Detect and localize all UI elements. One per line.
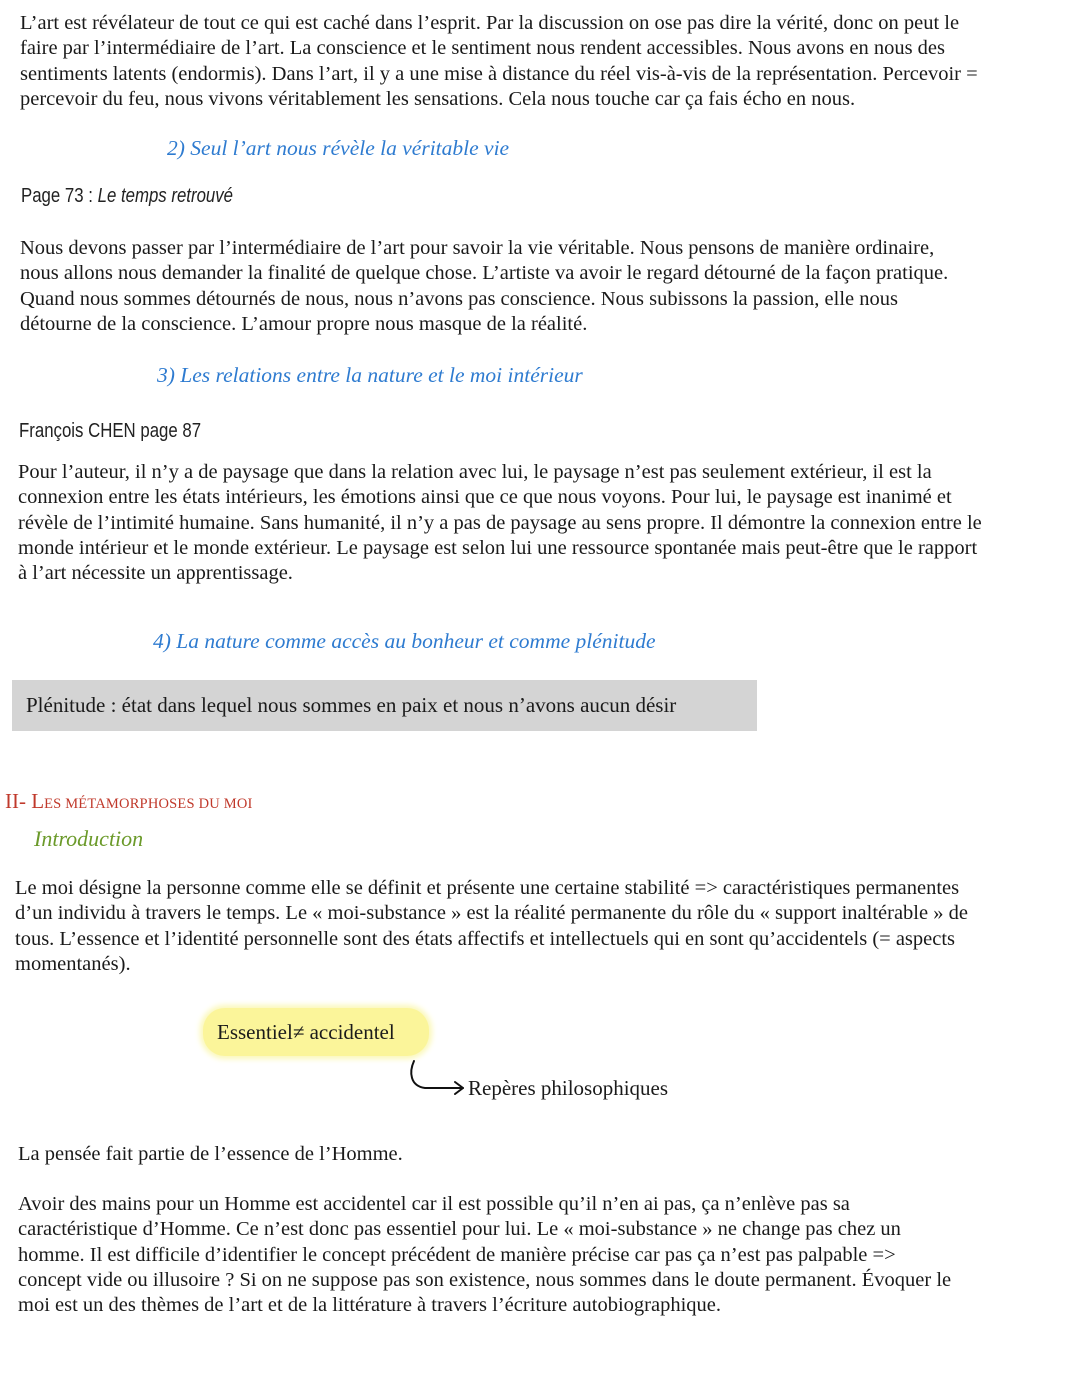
highlight-right-term: accidentel — [309, 1020, 395, 1044]
reperes-philosophiques-label: Repères philosophiques — [468, 1076, 669, 1100]
heading-nature-bonheur: 4) La nature comme accès au bonheur et comme plénitude — [153, 629, 656, 653]
source-reference-chen: François CHEN page 87 — [19, 420, 202, 442]
highlight-essentiel-accidentel — [203, 1008, 429, 1056]
highlight-left-term: Essentiel — [217, 1020, 293, 1044]
definition-box — [12, 680, 757, 731]
source-page-label: Page 73 : — [21, 185, 98, 207]
not-equal-symbol: ≠ — [292, 1020, 305, 1044]
paragraph-pensee-essence: La pensée fait partie de l’essence de l’Homme. — [18, 1143, 403, 1165]
highlight-text — [217, 1020, 395, 1045]
heading-seul-art-revele-vie: 2) Seul l’art nous révèle la véritable vie — [167, 136, 510, 160]
section-number: II- — [5, 789, 32, 813]
paragraph-paysage: Pour l’auteur, il n’y a de paysage que dans la relation avec lui, le paysage n’est pas seulement extérieur, il est la connexion entre les états intérieurs, les émotions ainsi que ce que nous voyons. Pour lui, le paysage est inanimé et révèle de l’intimité humaine. Sans humanité, il n’y a pas de paysage au sens propre. Il démontre la connexion entre le monde intérieur et le monde extérieur. Le paysage est selon lui une ressource spontanée mais peut-être que le rapport à l’art nécessite un apprentissage. — [18, 461, 982, 585]
source-reference-temps-retrouve — [21, 185, 233, 208]
source-book-title: Le temps retrouvé — [97, 185, 234, 207]
introduction-title: Introduction — [34, 826, 144, 851]
paragraph-vie-veritable: Nous devons passer par l’intermédiaire de l’art pour savoir la vie véritable. Nous pensons de manière ordinaire, nous allons nous demander la finalité de quelque chose. L’artiste va avoir le regard détourné de la façon pratique. Quand nous sommes détournés de nous, nous n’avons pas conscience. Nous subissons la passion, elle nous détourne de la conscience. L’amour propre nous masque de la réalité. — [20, 237, 949, 335]
heading-nature-moi-interieur: 3) Les relations entre la nature et le moi intérieur — [157, 363, 583, 387]
section-title-rest: ES MÉTAMORPHOSES DU MOI — [44, 796, 253, 812]
paragraph-art-revelateur: L’art est révélateur de tout ce qui est caché dans l’esprit. Par la discussion on ose pas dire la vérité, donc on peut le faire par l’intermédiaire de l’art. La conscience et le sentiment nous rendent accessibles. Nous avons en nous des sentiments latents (endormis). Dans l’art, il y a une mise à distance du réel vis-à-vis de la représentation. Percevoir = percevoir du feu, nous vivons véritablement les sensations. Cela nous touche car ça fais écho en nous. — [20, 12, 978, 110]
paragraph-moi-definition: Le moi désigne la personne comme elle se définit et présente une certaine stabilité => caractéristiques permanentes d’un individu à travers le temps. Le « moi-substance » est la réalité permanente du rôle du « support inaltérable » de tous. L’essence et l’identité personnelle sont des états affectifs et intellectuels qui en sont qu’accidentels (= aspects momentanés). — [15, 877, 968, 975]
section-title-metamorphoses — [5, 789, 253, 814]
paragraph-mains-accidentel: Avoir des mains pour un Homme est accidentel car il est possible qu’il n’en ai pas, ça n’enlève pas sa caractéristique d’Homme. Ce n’est donc pas essentiel pour lui. Le « moi-substance » ne change pas chez un homme. Il est difficile d’identifier le concept précédent de manière précise car pas ça n’est pas palpable => concept vide ou illusoire ? Si on ne suppose pas son existence, nous sommes dans le doute permanent. Évoquer le moi est un des thèmes de l’art et de la littérature à travers l’écriture autobiographique. — [18, 1193, 952, 1317]
section-initial: L — [31, 789, 45, 813]
curved-arrow-icon — [405, 1058, 467, 1098]
definition-plenitude: Plénitude : état dans lequel nous sommes en paix et nous n’avons aucun désir — [26, 693, 677, 717]
